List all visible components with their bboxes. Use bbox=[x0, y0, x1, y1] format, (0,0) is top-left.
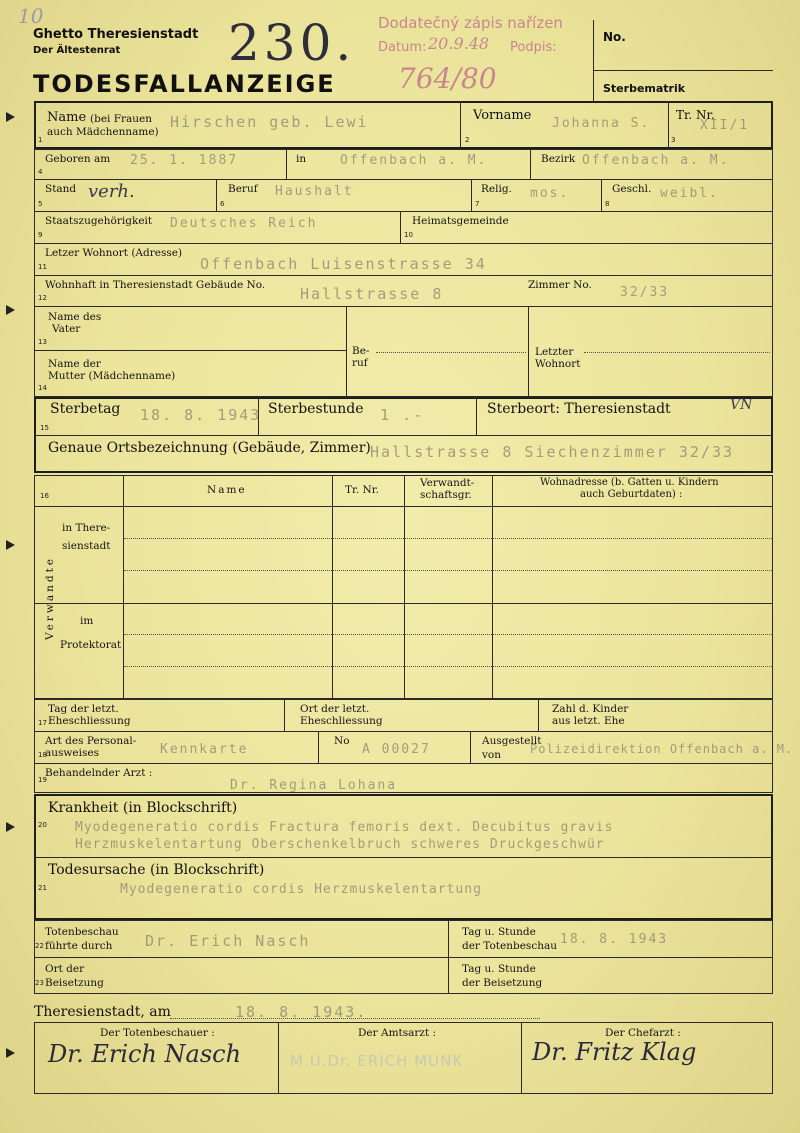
born-in-label: in bbox=[296, 153, 307, 165]
illness-value-german: Herzmuskelentartung Oberschenkelbruch schweres Druckgeschwür bbox=[75, 837, 605, 852]
death-date-value: 18. 8. 1943 bbox=[140, 406, 262, 424]
death-hour-label: Sterbestunde bbox=[268, 401, 364, 417]
medical-officer-label: Der Amtsarzt : bbox=[358, 1027, 437, 1039]
in-theresienstadt-label: in There- bbox=[62, 522, 111, 534]
death-date-label: Sterbetag bbox=[50, 401, 121, 417]
id-type-label2: ausweises bbox=[45, 747, 99, 759]
exact-location-value: Hallstrasse 8 Siechenzimmer 32/33 bbox=[370, 443, 735, 461]
relatives-trnr-header: Tr. Nr. bbox=[345, 484, 379, 496]
death-notice-form: 10 Ghetto Theresienstadt Der Ältestenrat TODESFALLANZEIGE 230. Dodatečný zápis nařízen Datum: 20.9.48 Podpis: 764/80 No. Sterbematrik Name (bei Frauen auch Mädchenname) 1 Hirschen geb. Lewi Vorname 2 Johanna S. Tr. Nr. 3 XII/1 Geboren am 4 25. 1. 1887 in Offenbach a. M. Bezirk Offenbach a. M. Stand 5 verh. Beruf 6 Haushalt Relig. 7 mos. Geschl. 8 weibl. Staatszugehörigkeit 9 Deutsches Reich Heimatsgemeinde 10 Letzer Wohnort (Adresse) 11 Offenbach Luisenstrasse 34 Wohnhaft in Theresienstadt Gebäude No. 12 Hallstrasse 8 Zimmer No. 32/33 Name des Vater 13 Name der Mutter (Mädchenname) 14 Be- ruf Letzter Wohnort Sterbetag 15 18. 8. 1943 Sterbestunde 1 .- Sterbeort: Theresienstadt VN Genaue Ortsbezeichnung (Gebäude, Zimmer) Hallstrasse 8 Siechenzimmer 32/33 16 Name Tr. Nr. Verwandt- schaftsgr. Wohnadresse (b. Gatten u. Kindern auch Geburtdaten) : in There- sienstadt im Protektorat Verwandte Tag der letzt. Eheschliessung 17 Ort der letzt. Eheschliessung Zahl d. Kinder aus letzt. Ehe Art des Personal- ausweises 18 Kennkarte No A 00027 Ausgestellt von Polizeidirektion Offenbach a. M. Behandelnder Arzt : 19 Dr. Regina Lohana Krankheit (in Blockschrift) 20 Myodegeneratio cordis Fractura femoris dext. Decubitus gravis Herzmuskelentartung Oberschenkelbruch schweres Druckgeschwür Todesursache (in Blockschrift) 21 Myodegeneratio cordis Herzmuskelentartung Totenbeschau führte durch 22 Dr. Erich Nasch Tag u. Stunde der Totenbeschau 18. 8. 1943 Ort der Beisetzung 23 Tag u. Stunde der Beisetzung Theresienstadt, am 18. 8. 1943. Der Totenbeschauer : Der Amtsarzt : Der Chefarzt : Dr. Erich Nasch M.U.Dr. ERICH MUNK Dr. Fritz Klag bbox=[0, 0, 800, 1133]
exact-location-label: Genaue Ortsbezeichnung (Gebäude, Zimmer) bbox=[48, 440, 371, 456]
issued-by-label2: von bbox=[482, 749, 502, 761]
cause-of-death-label: Todesursache (in Blockschrift) bbox=[48, 862, 265, 878]
place-date-value: 18. 8. 1943. bbox=[235, 1003, 368, 1021]
marriage-place-label2: Eheschliessung bbox=[300, 715, 383, 727]
id-no-value: A 00027 bbox=[362, 742, 431, 757]
firstname-value: Johanna S. bbox=[552, 116, 651, 131]
medical-officer-stamp: M.U.Dr. ERICH MUNK bbox=[290, 1052, 464, 1070]
father-label2: Vater bbox=[52, 323, 81, 335]
name-label: Name bbox=[47, 110, 87, 125]
district-value: Offenbach a. M. bbox=[582, 153, 730, 168]
binder-mark bbox=[6, 305, 15, 315]
home-municipality-label: Heimatsgemeinde bbox=[412, 215, 509, 227]
illness-label: Krankheit (in Blockschrift) bbox=[48, 800, 238, 816]
issued-by-value: Polizeidirektion Offenbach a. M. bbox=[530, 742, 794, 756]
sex-value: weibl. bbox=[660, 186, 719, 201]
parent-residence-label2: Wohnort bbox=[535, 358, 581, 370]
parent-occupation-label: Be- bbox=[352, 345, 370, 357]
burial-place-label: Ort der bbox=[45, 963, 85, 975]
margin-initial: VN bbox=[730, 397, 753, 413]
burial-place-label2: Beisetzung bbox=[45, 977, 104, 989]
marriage-place-label: Ort der letzt. bbox=[300, 703, 370, 715]
transport-no-label: Tr. Nr. bbox=[676, 108, 715, 122]
register-label: Sterbematrik bbox=[603, 82, 686, 95]
mother-label2: Mutter (Mädchenname) bbox=[48, 370, 176, 382]
name-note: (bei Frauen bbox=[90, 113, 153, 125]
stamp-datum: Datum: bbox=[378, 40, 427, 55]
name-section bbox=[34, 101, 773, 149]
district-label: Bezirk bbox=[541, 153, 576, 165]
im-label: im bbox=[80, 615, 94, 627]
binder-mark bbox=[6, 822, 15, 832]
death-hour-value: 1 .- bbox=[380, 406, 425, 424]
relatives-name-header: Name bbox=[207, 484, 247, 496]
issued-by-label: Ausgestellt bbox=[482, 735, 542, 747]
parent-occupation-label2: ruf bbox=[352, 357, 368, 369]
death-place-label: Sterbeort: Theresienstadt bbox=[487, 401, 671, 417]
id-type-value: Kennkarte bbox=[160, 742, 249, 757]
form-title: TODESFALLANZEIGE bbox=[33, 70, 336, 98]
children-label: Zahl d. Kinder bbox=[552, 703, 629, 715]
parent-residence-label: Letzter bbox=[535, 346, 574, 358]
id-type-label: Art des Personal- bbox=[45, 735, 137, 747]
register-no-label: No. bbox=[603, 30, 626, 44]
last-address-label: Letzer Wohnort (Adresse) bbox=[45, 247, 183, 259]
born-value: 25. 1. 1887 bbox=[130, 153, 239, 168]
binder-mark bbox=[6, 1048, 15, 1058]
occupation-value: Haushalt bbox=[275, 184, 354, 199]
relatives-address-header2: auch Geburtdaten) : bbox=[580, 489, 683, 500]
handwritten-number: 230. bbox=[228, 14, 356, 72]
citizenship-value: Deutsches Reich bbox=[170, 216, 318, 231]
residence-value: Hallstrasse 8 bbox=[300, 285, 444, 303]
father-label: Name des bbox=[48, 311, 102, 323]
in-theresienstadt-label2: sienstadt bbox=[62, 540, 111, 552]
stamp-date: 20.9.48 bbox=[428, 34, 490, 53]
id-no-label: No bbox=[334, 735, 350, 747]
born-in-value: Offenbach a. M. bbox=[340, 153, 488, 168]
relatives-vertical-label: Verwandte bbox=[44, 555, 56, 640]
treating-doctor-label: Behandelnder Arzt : bbox=[45, 767, 153, 779]
citizenship-label: Staatszugehörigkeit bbox=[45, 215, 153, 227]
name-note2: auch Mädchenname) bbox=[47, 126, 159, 138]
illness-value-latin: Myodegeneratio cordis Fractura femoris dext. Decubitus gravis bbox=[75, 820, 614, 835]
corner-number: 10 bbox=[18, 4, 44, 28]
stamp-ref-number: 764/80 bbox=[398, 62, 497, 95]
treating-doctor-value: Dr. Regina Lohana bbox=[230, 778, 398, 793]
relatives-degree-header: Verwandt- bbox=[420, 477, 475, 489]
religion-value: mos. bbox=[530, 186, 570, 201]
residence-label: Wohnhaft in Theresienstadt Gebäude No. bbox=[45, 279, 266, 291]
inspection-value: Dr. Erich Nasch bbox=[145, 932, 311, 950]
status-label: Stand bbox=[45, 183, 77, 195]
binder-mark bbox=[6, 112, 15, 122]
binder-mark bbox=[6, 540, 15, 550]
firstname-label: Vorname bbox=[473, 108, 532, 123]
council-name: Der Ältestenrat bbox=[33, 45, 121, 56]
inspection-time-label2: der Totenbeschau bbox=[462, 940, 557, 952]
room-value: 32/33 bbox=[620, 285, 670, 300]
name-value: Hirschen geb. Lewi bbox=[170, 113, 369, 131]
protectorate-label: Protektorat bbox=[60, 639, 122, 651]
status-value: verh. bbox=[88, 181, 135, 202]
inspection-time-value: 18. 8. 1943 bbox=[560, 932, 669, 947]
marriage-date-label: Tag der letzt. bbox=[48, 703, 119, 715]
stamp-line: Dodatečný zápis nařízen bbox=[378, 14, 563, 32]
place-date-label: Theresienstadt, am bbox=[34, 1004, 171, 1020]
stamp-podpis: Podpis: bbox=[510, 40, 557, 55]
ghetto-name: Ghetto Theresienstadt bbox=[33, 27, 199, 42]
marriage-date-label2: Eheschliessung bbox=[48, 715, 131, 727]
chief-physician-label: Der Chefarzt : bbox=[605, 1027, 681, 1039]
born-label: Geboren am bbox=[45, 153, 111, 165]
inspection-time-label: Tag u. Stunde bbox=[462, 926, 536, 938]
burial-time-label: Tag u. Stunde bbox=[462, 963, 536, 975]
occupation-label: Beruf bbox=[228, 183, 258, 195]
inspection-label: Totenbeschau bbox=[45, 926, 119, 938]
inspector-signature-label: Der Totenbeschauer : bbox=[100, 1027, 215, 1039]
burial-time-label2: der Beisetzung bbox=[462, 977, 543, 989]
religion-label: Relig. bbox=[481, 183, 512, 195]
children-label2: aus letzt. Ehe bbox=[552, 715, 625, 727]
relatives-degree-header2: schaftsgr. bbox=[420, 489, 472, 501]
transport-no-value: XII/1 bbox=[700, 118, 750, 133]
inspection-label2: führte durch bbox=[45, 940, 113, 952]
chief-physician-signature: Dr. Fritz Klag bbox=[532, 1038, 697, 1066]
room-label: Zimmer No. bbox=[528, 279, 592, 291]
cause-of-death-value: Myodegeneratio cordis Herzmuskelentartung bbox=[120, 882, 482, 897]
inspector-signature: Dr. Erich Nasch bbox=[48, 1040, 242, 1068]
sex-label: Geschl. bbox=[612, 183, 652, 195]
relatives-address-header: Wohnadresse (b. Gatten u. Kindern bbox=[540, 477, 719, 488]
mother-label: Name der bbox=[48, 358, 101, 370]
last-address-value: Offenbach Luisenstrasse 34 bbox=[200, 255, 487, 273]
